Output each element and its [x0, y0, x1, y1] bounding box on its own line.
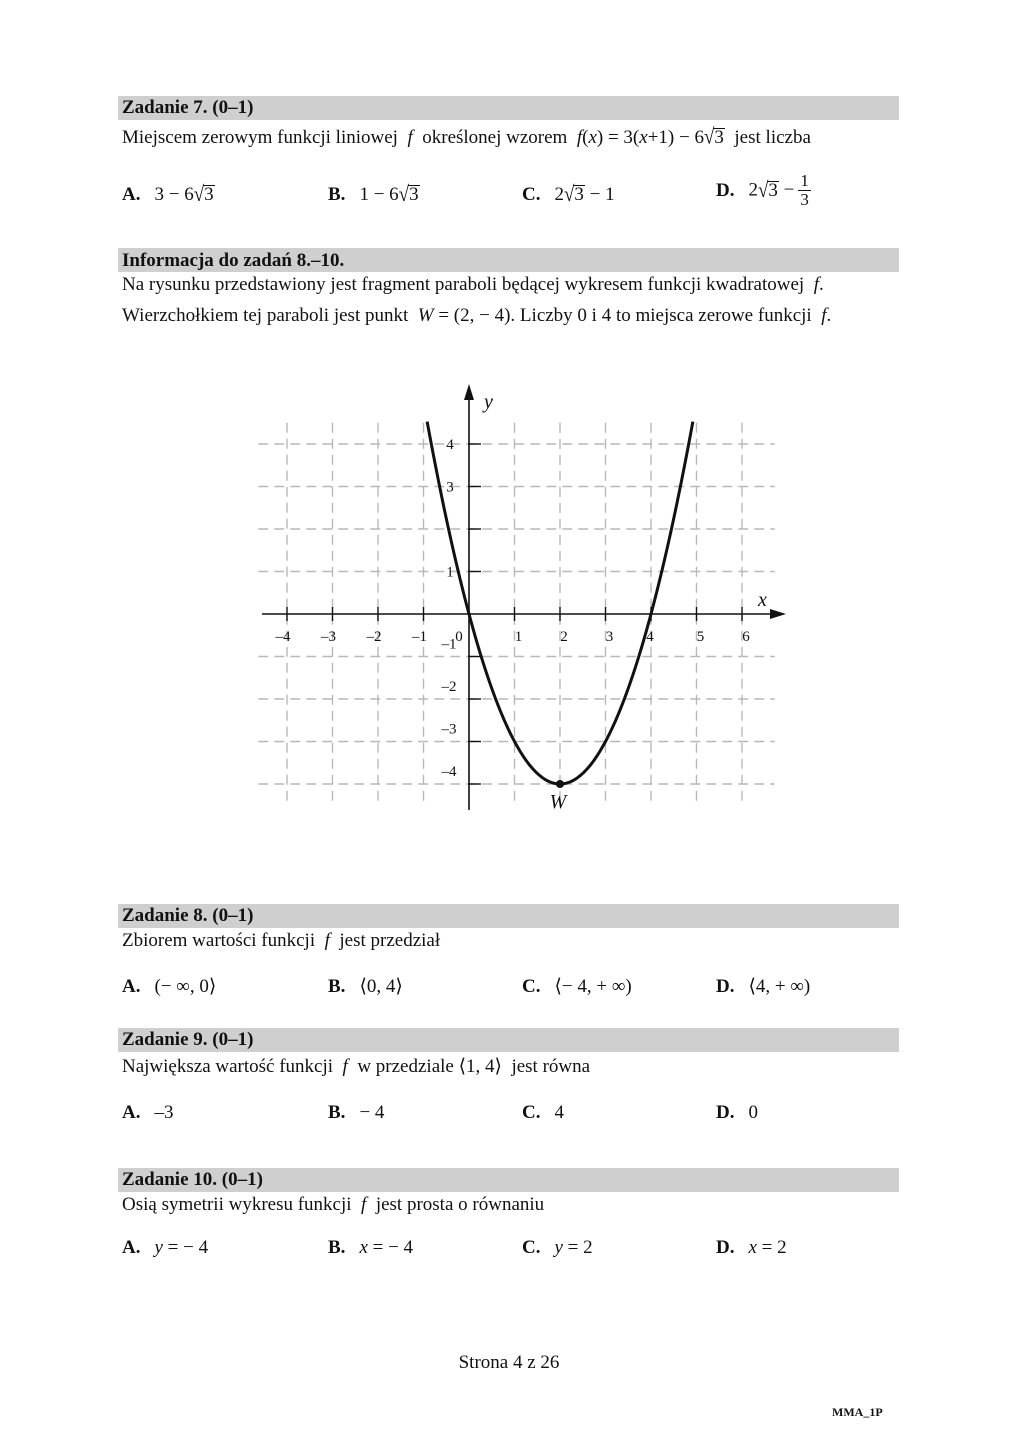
- x-tick-label: 1: [514, 629, 523, 645]
- y-tick-label: 3: [446, 479, 454, 496]
- x-tick-label: 0: [455, 629, 463, 645]
- task-8-answer-a[interactable]: A. (− ∞, 0⟩: [122, 976, 217, 997]
- info-line-1: Na rysunku przedstawiony jest fragment paraboli będącej wykresem funkcji kwadratowej f.: [122, 274, 824, 295]
- info-line-2: Wierzchołkiem tej paraboli jest punkt W = (2, − 4). Liczby 0 i 4 to miejsca zerowe funkcji f.: [122, 305, 832, 326]
- y-tick-label: –2: [441, 679, 457, 695]
- y-tick-label: 4: [446, 437, 454, 453]
- x-axis-label: x: [758, 589, 767, 611]
- y-axis-arrow: [464, 384, 474, 400]
- task-7-answer-b[interactable]: B. 1 − 6√3: [328, 182, 419, 207]
- task-8-answer-b[interactable]: B. ⟨0, 4⟩: [328, 976, 403, 997]
- task-7-answer-d[interactable]: D. 2√3 − $\frac{1}{3}$: [716, 171, 809, 209]
- x-tick-label: –4: [275, 629, 291, 645]
- task-8-answer-d[interactable]: D. ⟨4, + ∞): [716, 976, 811, 997]
- x-tick-label: –1: [412, 629, 427, 645]
- exam-code: MMA_1P: [832, 1405, 883, 1419]
- task-7-answer-c[interactable]: C. 2√3 − 1: [522, 182, 615, 207]
- x-axis-arrow: [770, 609, 786, 619]
- task-9-answer-d[interactable]: D. 0: [716, 1102, 758, 1123]
- task-10-answer-c[interactable]: C. y = 2: [522, 1237, 593, 1258]
- x-tick-label: 4: [646, 629, 654, 645]
- x-tick-label: –3: [321, 629, 336, 645]
- task-8-title: Zadanie 8. (0–1): [122, 905, 254, 926]
- task-10-answer-b[interactable]: B. x = − 4: [328, 1237, 414, 1258]
- task-7-title: Zadanie 7. (0–1): [122, 97, 254, 118]
- task-10-question: Osią symetrii wykresu funkcji f jest prosta o równaniu: [122, 1194, 545, 1215]
- task-7-answer-a[interactable]: A. 3 − 6√3: [122, 182, 214, 207]
- y-tick-label: –1: [441, 636, 457, 653]
- task-9-answer-b[interactable]: B. − 4: [328, 1102, 385, 1123]
- task-10-title: Zadanie 10. (0–1): [122, 1169, 263, 1190]
- x-tick-label: 2: [560, 629, 568, 645]
- page-number: Strona 4 z 26: [458, 1352, 560, 1373]
- task-9-answer-c[interactable]: C. 4: [522, 1102, 564, 1123]
- task-10-answer-d[interactable]: D. x = 2: [716, 1237, 787, 1258]
- task-8-question: Zbiorem wartości funkcji f jest przedział: [122, 930, 441, 951]
- x-tick-label: 5: [696, 629, 705, 645]
- y-axis-label: y: [484, 391, 493, 413]
- vertex-point: [556, 780, 564, 788]
- task-9-answer-a[interactable]: A. –3: [122, 1102, 174, 1123]
- vertex-label: W: [549, 791, 567, 813]
- task-10-answer-a[interactable]: A. y = − 4: [122, 1237, 209, 1258]
- y-tick-label: –3: [441, 721, 457, 738]
- y-tick-label: 1: [446, 564, 454, 581]
- info-title: Informacja do zadań 8.–10.: [122, 250, 345, 271]
- x-tick-label: 3: [605, 629, 614, 645]
- y-tick-label: –4: [441, 764, 457, 780]
- task-9-title: Zadanie 9. (0–1): [122, 1029, 254, 1050]
- task-8-answer-c[interactable]: C. ⟨− 4, + ∞): [522, 976, 632, 997]
- task-7-question: Miejscem zerowym funkcji liniowej f określonej wzorem f(x) = 3(x+1) − 6√3 jest liczba: [122, 125, 811, 150]
- task-9-question: Największa wartość funkcji f w przedziale ⟨1, 4⟩ jest równa: [122, 1056, 591, 1077]
- x-tick-label: –2: [366, 629, 382, 645]
- x-tick-label: 6: [742, 629, 750, 645]
